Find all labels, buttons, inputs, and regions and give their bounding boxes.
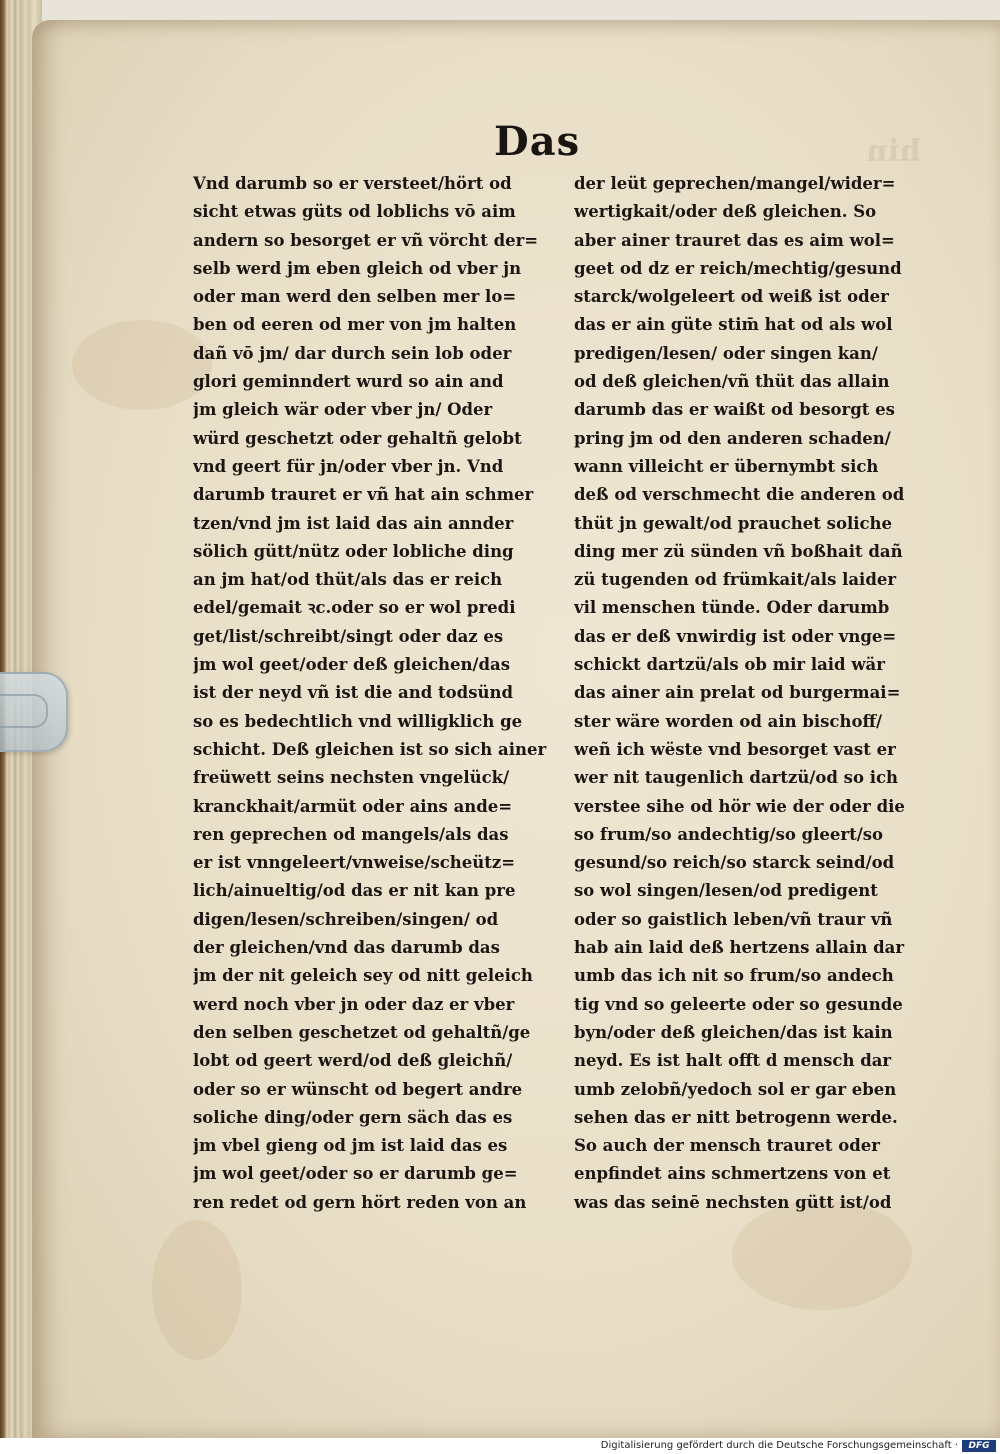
text-line: gesund/so reich/so starck seind/od — [574, 853, 895, 873]
text-line: lich/ainueltig/od das er nit kan pre — [193, 881, 516, 901]
paper-stain — [72, 320, 212, 410]
text-line: jm wol geet/oder deß gleichen/das — [193, 655, 511, 675]
text-line: jm wol geet/oder so er darumb ge= — [193, 1164, 518, 1184]
text-line: so frum/so andechtig/so gleert/so — [574, 824, 884, 844]
text-line: schickt dartzü/als ob mir laid wär — [574, 655, 885, 675]
text-line: den selben geschetzet od gehaltñ/ge — [193, 1022, 531, 1042]
text-line: soliche ding/oder gern säch das es — [193, 1107, 513, 1127]
page-heading: Das — [494, 118, 581, 165]
text-line: ist der neyd vñ ist die and todsünd — [193, 683, 514, 703]
text-line: sölich gütt/nütz oder lobliche ding — [193, 541, 514, 561]
text-line: sehen das er nitt betrogenn werde. — [574, 1107, 898, 1127]
text-line: starck/wolgeleert od weiß ist oder — [574, 287, 889, 307]
text-line: so es bedechtlich vnd willigklich ge — [193, 711, 523, 731]
text-line: ding mer zü sünden vñ boßhait dañ — [574, 541, 903, 561]
text-line: freüwett seins nechsten vngelück/ — [193, 768, 510, 788]
text-line: dañ vō jm/ dar durch sein lob oder — [193, 343, 512, 363]
text-line: umb zelobñ/yedoch sol er gar eben — [574, 1079, 897, 1099]
text-line: ren geprechen od mangels/als das — [193, 824, 509, 844]
text-line: hab ain laid deß hertzens allain dar — [574, 938, 905, 958]
text-line: ren redet od gern hört reden von an — [193, 1192, 527, 1212]
text-line: tig vnd so geleerte oder so gesunde — [574, 994, 903, 1014]
text-line: edel/gemait ꝛc.oder so er wol predi — [193, 598, 516, 618]
text-line: glori geminndert wurd so ain and — [193, 372, 504, 392]
text-line: jm gleich wär oder vber jn/ Oder — [193, 400, 493, 420]
text-line: oder man werd den selben mer lo= — [193, 287, 517, 307]
text-line: ben od eeren od mer von jm halten — [193, 315, 517, 335]
text-line: das er ain güte stim̄ hat od als wol — [574, 315, 893, 335]
text-line: der leüt geprechen/mangel/wider= — [574, 174, 896, 193]
text-line: byn/oder deß gleichen/das ist kain — [574, 1022, 893, 1042]
text-line: würd geschetzt oder gehaltñ gelobt — [193, 428, 522, 448]
text-line: so wol singen/lesen/od predigent — [574, 881, 878, 901]
text-line: vnd geert für jn/oder vber jn. Vnd — [193, 456, 504, 476]
text-line: darumb das er waißt od besorgt es — [574, 400, 895, 420]
text-line: ster wäre worden od ain bischoff/ — [574, 711, 883, 731]
text-line: pring jm od den anderen schaden/ — [574, 428, 891, 448]
text-line: lobt od geert werd/od deß gleichñ/ — [193, 1051, 513, 1071]
text-line: schicht. Deß gleichen ist so sich ainer — [193, 739, 547, 759]
text-line: neyd. Es ist halt offt d mensch dar — [574, 1051, 892, 1071]
text-line: werd noch vber jn oder daz er vber — [193, 994, 515, 1014]
text-line: thüt jn gewalt/od prauchet soliche — [574, 513, 893, 533]
text-line: selb werd jm eben gleich od vber jn — [193, 258, 522, 278]
text-line: er ist vnngeleert/vnweise/scheütz= — [193, 853, 516, 873]
text-line: jm der nit geleich sey od nitt geleich — [193, 966, 533, 986]
text-line: zü tugenden od frümkait/als laider — [574, 570, 897, 590]
text-line: umb das ich nit so frum/so andech — [574, 966, 894, 986]
funding-notice: Digitalisierung gefördert durch die Deutsche Forschungsgemeinschaft · — [600, 1440, 958, 1451]
show-through-heading: hin — [866, 134, 922, 169]
text-line: tzen/vnd jm ist laid das ain annder — [193, 513, 514, 533]
text-line: od deß gleichen/vñ thüt das allain — [574, 372, 890, 392]
text-line: So auch der mensch trauret oder — [574, 1136, 880, 1156]
text-line: deß od verschmecht die anderen od — [574, 485, 905, 505]
text-line: was das seinē nechsten gütt ist/od — [574, 1192, 892, 1212]
text-line: oder so er wünscht od begert andre — [193, 1079, 523, 1099]
text-line: aber ainer trauret das es aim wol= — [574, 230, 895, 250]
text-line: kranckhait/armüt oder ains ande= — [193, 796, 513, 816]
text-line: jm vbel gieng od jm ist laid das es — [193, 1136, 508, 1156]
paper-stain — [152, 1220, 242, 1360]
text-line: das ainer ain prelat od burgermai= — [574, 683, 901, 703]
text-line: wer nit taugenlich dartzü/od so ich — [574, 768, 899, 788]
text-line: predigen/lesen/ oder singen kan/ — [574, 343, 878, 363]
text-line: geet od dz er reich/mechtig/gesund — [574, 258, 902, 278]
text-line: digen/lesen/schreiben/singen/ od — [193, 909, 499, 929]
dfg-logo: DFG — [962, 1440, 996, 1452]
page-clip-inner — [0, 694, 48, 728]
text-line: wann villeicht er übernymbt sich — [574, 456, 879, 476]
text-column-right — [574, 170, 946, 1217]
text-line: sicht etwas güts od loblichs vō aim — [193, 202, 516, 222]
text-line: darumb trauret er vñ hat ain schmer — [193, 485, 534, 505]
text-line: Vnd darumb so er versteet/hört od — [193, 174, 512, 193]
footer-bar — [0, 1438, 1000, 1454]
text-line: oder so gaistlich leben/vñ traur vñ — [574, 909, 893, 929]
text-line: wertigkait/oder deß gleichen. So — [574, 202, 877, 222]
text-line: weñ ich wëste vnd besorget vast er — [574, 739, 896, 759]
text-column-left — [193, 170, 561, 1217]
text-line: andern so besorget er vñ vörcht der= — [193, 230, 539, 250]
text-line: verstee sihe od hör wie der oder die — [574, 796, 905, 816]
text-line: das er deß vnwirdig ist oder vnge= — [574, 626, 897, 646]
text-line: an jm hat/od thüt/als das er reich — [193, 570, 503, 590]
text-line: get/list/schreibt/singt oder daz es — [193, 626, 504, 646]
text-line: enpfindet ains schmertzens von et — [574, 1164, 891, 1184]
text-line: der gleichen/vnd das darumb das — [193, 938, 500, 958]
text-line: vil menschen tünde. Oder darumb — [574, 598, 890, 618]
